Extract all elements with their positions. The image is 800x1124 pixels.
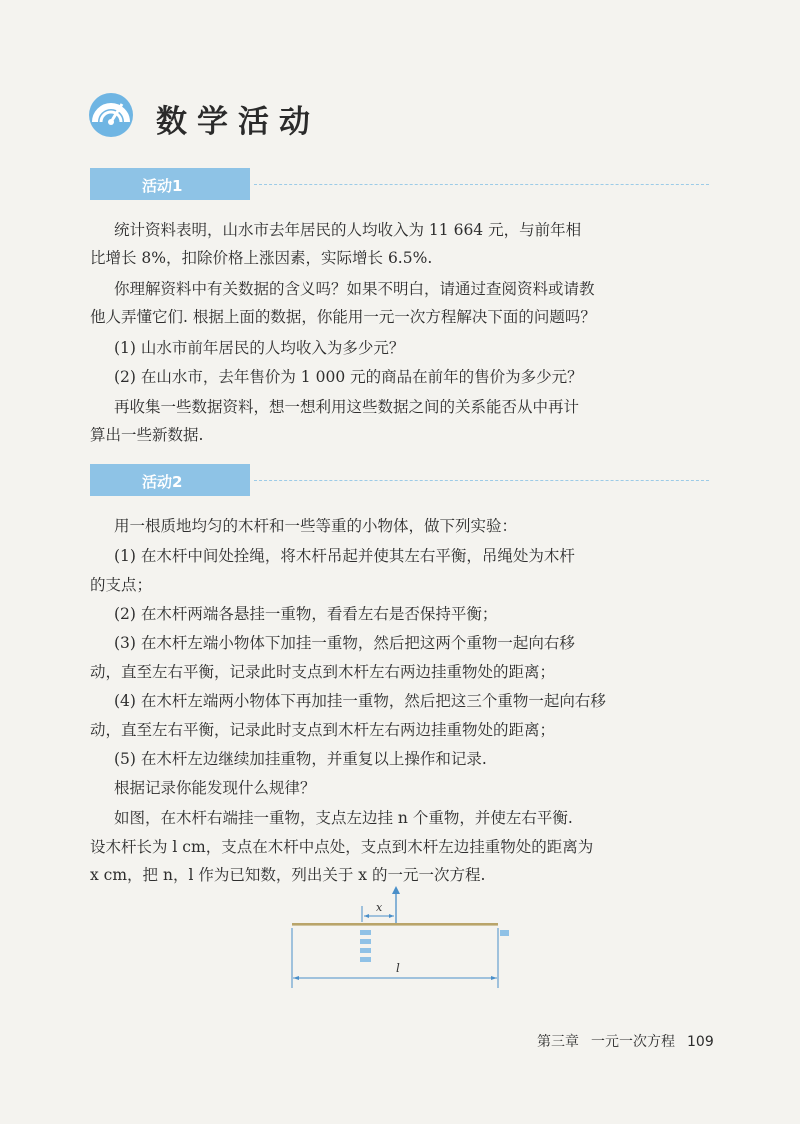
a1-paragraph1-line1: 统计资料表明，山水市去年居民的人均收入为 11 664 元，与前年相 [114,221,582,239]
a1-question2: (2) 在山水市，去年售价为 1 000 元的商品在前年的售价为多少元？ [114,368,583,386]
activity2-divider [254,480,709,481]
page-number: 109 [687,1034,714,1050]
a1-paragraph2-line1: 你理解资料中有关数据的含义吗？如果不明白，请通过查阅资料或请教 [114,280,595,298]
l-label: l [396,961,400,975]
page-footer [537,1031,714,1051]
l-dim-right-arrow [491,976,497,980]
a1-paragraph3-line1: 再收集一些数据资料，想一想利用这些数据之间的关系能否从中再计 [114,398,580,416]
footer-chapter: 第三章 [537,1034,579,1050]
a2-step4-line1: (4) 在木杆左端两小物体下再加挂一重物，然后把这三个重物一起向右移 [114,692,606,710]
a2-intro: 用一根质地均匀的木杆和一些等重的小物体，做下列实验： [114,517,518,535]
l-dim-left-arrow [293,976,299,980]
page-title: 数学活动 [156,104,320,140]
left-weight-4 [360,957,371,962]
left-weight-2 [360,939,371,944]
footer-chapter-title: 一元一次方程 [591,1034,675,1050]
activity1-label: 活动1 [142,177,183,195]
a2-step4-line2: 动，直至左右平衡，记录此时支点到木杆左右两边挂重物处的距离； [90,721,556,739]
a2-step5: (5) 在木杆左边继续加挂重物，并重复以上操作和记录. [114,750,487,768]
a2-step1-line2: 的支点； [90,576,153,594]
lever-diagram [280,884,510,994]
a2-step3-line1: (3) 在木杆左端小物体下加挂一重物，然后把这两个重物一起向右移 [114,634,575,652]
a1-question1: (1) 山水市前年居民的人均收入为多少元？ [114,339,405,357]
a2-figure-text-line1: 如图，在木杆右端挂一重物，支点左边挂 n 个重物，并使左右平衡. [114,809,573,827]
gauge-icon [88,92,134,138]
x-dim-right-arrow [389,914,394,918]
activity2-label: 活动2 [142,473,183,491]
a1-paragraph2-line2: 他人弄懂它们. 根据上面的数据，你能用一元一次方程解决下面的问题吗？ [90,308,596,326]
x-label: x [376,901,383,914]
left-weight-3 [360,948,371,953]
activity1-divider [254,184,709,185]
a1-paragraph3-line2: 算出一些新数据. [90,426,204,444]
support-arrowhead [392,886,400,894]
a2-step1-line1: (1) 在木杆中间处拴绳，将木杆吊起并使其左右平衡，吊绳处为木杆 [114,547,575,565]
a2-step2: (2) 在木杆两端各悬挂一重物，看看左右是否保持平衡； [114,605,498,623]
a2-question: 根据记录你能发现什么规律？ [114,779,316,797]
a2-figure-text-line2: 设木杆长为 l cm，支点在木杆中点处，支点到木杆左边挂重物处的距离为 [90,838,594,856]
wooden-rod [292,923,498,926]
x-dim-left-arrow [364,914,369,918]
left-weight-1 [360,930,371,935]
a2-step3-line2: 动，直至左右平衡，记录此时支点到木杆左右两边挂重物处的距离； [90,663,556,681]
a2-figure-text-line3: x cm，把 n，l 作为已知数，列出关于 x 的一元一次方程. [90,866,486,884]
a1-paragraph1-line2: 比增长 8%，扣除价格上涨因素，实际增长 6.5%. [90,249,433,267]
right-weight [500,930,509,936]
